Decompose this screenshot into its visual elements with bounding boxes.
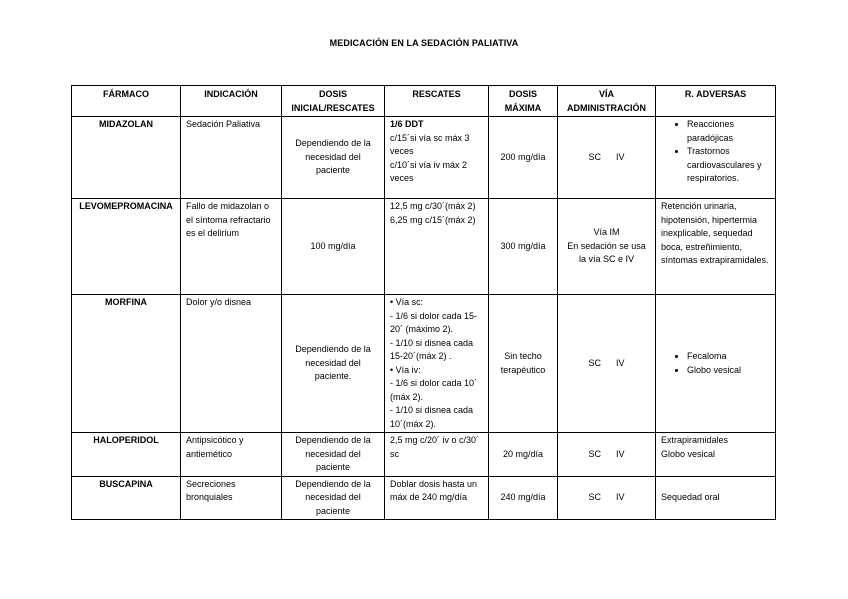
rescate-line: • Vía iv: — [390, 364, 421, 375]
cell-dosis-inicial: Dependiendo de la necesidad del paciente. — [282, 295, 385, 433]
cell-dosis-maxima: 20 mg/día — [489, 433, 558, 477]
cell-adversas: Retención urinaria, hipotensión, hipertermia inexplicable, sequedad boca, estreñimiento, síntomas extrapiramidales. — [656, 199, 776, 295]
cell-indicacion: Dolor y/o disnea — [181, 295, 282, 433]
table-row — [72, 199, 776, 295]
rescate-line: 6,25 mg c/15´(máx 2) — [390, 214, 476, 225]
cell-farmaco: HALOPERIDOL — [72, 433, 181, 477]
header-via-line2: ADMINISTRACIÓN — [567, 102, 646, 113]
header-dosis-max-line1: DOSIS — [508, 89, 537, 99]
cell-dosis-maxima: 240 mg/día — [489, 476, 558, 520]
cell-farmaco: MIDAZOLAN — [72, 117, 181, 199]
adversa-item: • Fecaloma — [687, 350, 770, 364]
header-dosis-inicial-line2: INICIAL/RESCATES — [291, 102, 375, 113]
cell-dosis-inicial: Dependiendo de la necesidad del paciente — [282, 476, 385, 520]
header-dosis-maxima — [489, 86, 558, 117]
cell-indicacion: Sedación Paliativa — [181, 117, 282, 199]
rescate-line: 1/6 DDT — [390, 119, 424, 129]
via-line: Vía IM — [593, 227, 620, 238]
header-dosis-inicial-line1: DOSIS — [318, 89, 347, 99]
cell-dosis-maxima: 200 mg/día — [489, 117, 558, 199]
adversa-item: • Trastornos cardiovasculares y respiratorios. — [687, 145, 770, 186]
table-row — [72, 476, 776, 520]
cell-farmaco: BUSCAPINA — [72, 476, 181, 520]
header-dosis-inicial — [282, 86, 385, 117]
rescate-line: c/15´si vía sc máx 3 veces — [390, 132, 470, 156]
cell-rescates — [385, 199, 489, 295]
cell-adversas — [656, 433, 776, 477]
header-dosis-max-line2: MÁXIMA — [504, 102, 542, 113]
cell-via: SC IV — [558, 295, 656, 433]
document-title: MEDICACIÓN EN LA SEDACIÓN PALIATIVA — [329, 38, 519, 48]
cell-rescates — [385, 295, 489, 433]
cell-dosis-maxima: Sin techo terapéutico — [489, 295, 558, 433]
cell-via — [558, 199, 656, 295]
rescate-line: - 1/6 si dolor cada 10´ (máx 2). — [390, 378, 478, 402]
cell-rescates: Doblar dosis hasta un máx de 240 mg/día — [385, 476, 489, 520]
cell-farmaco: MORFINA — [72, 295, 181, 433]
rescate-line: - 1/10 si disnea cada 15-20´(máx 2) . — [390, 337, 474, 361]
cell-dosis-maxima: 300 mg/día — [489, 199, 558, 295]
header-rescates: RESCATES — [385, 86, 489, 117]
adversa-item: • Reacciones paradójicas — [687, 118, 770, 145]
cell-rescates — [385, 117, 489, 199]
cell-via: SC IV — [558, 117, 656, 199]
header-row — [72, 86, 776, 117]
rescate-line: 12,5 mg c/30´(máx 2) — [390, 201, 476, 211]
cell-indicacion: Secreciones bronquiales — [181, 476, 282, 520]
cell-adversas — [656, 117, 776, 199]
cell-indicacion: Fallo de midazolan o el síntoma refractario es el delirium — [181, 199, 282, 295]
header-farmaco: FÁRMACO — [72, 86, 181, 117]
header-indicacion: INDICACIÓN — [181, 86, 282, 117]
adversa-line: Globo vesical — [661, 448, 716, 459]
table-row — [72, 117, 776, 199]
cell-dosis-inicial: 100 mg/día — [282, 199, 385, 295]
cell-adversas — [656, 295, 776, 433]
header-via-line1: VÍA — [598, 89, 614, 99]
medication-table — [71, 85, 776, 520]
table-row — [72, 295, 776, 433]
cell-indicacion: Antipsicótico y antiemético — [181, 433, 282, 477]
via-line: En sedación se usa la vía SC e IV — [567, 240, 646, 265]
cell-rescates: 2,5 mg c/20´ iv o c/30´ sc — [385, 433, 489, 477]
header-adversas: R. ADVERSAS — [656, 86, 776, 117]
rescate-line: • Vía sc: — [390, 297, 424, 307]
rescate-line: - 1/6 si dolor cada 15-20´ (máximo 2). — [390, 310, 478, 334]
cell-farmaco: LEVOMEPROMACINA — [72, 199, 181, 295]
cell-dosis-inicial: Dependiendo de la necesidad del paciente — [282, 433, 385, 477]
header-via — [558, 86, 656, 117]
cell-via: SC IV — [558, 476, 656, 520]
cell-dosis-inicial: Dependiendo de la necesidad del paciente — [282, 117, 385, 199]
cell-adversas: Sequedad oral — [656, 476, 776, 520]
rescate-line: c/10´si vía iv máx 2 veces — [390, 159, 468, 183]
adversa-item: • Globo vesical — [687, 364, 770, 378]
cell-via: SC IV — [558, 433, 656, 477]
table-row — [72, 433, 776, 477]
adversa-line: Extrapiramidales — [661, 435, 729, 445]
rescate-line: - 1/10 si disnea cada 10´(máx 2). — [390, 405, 474, 429]
